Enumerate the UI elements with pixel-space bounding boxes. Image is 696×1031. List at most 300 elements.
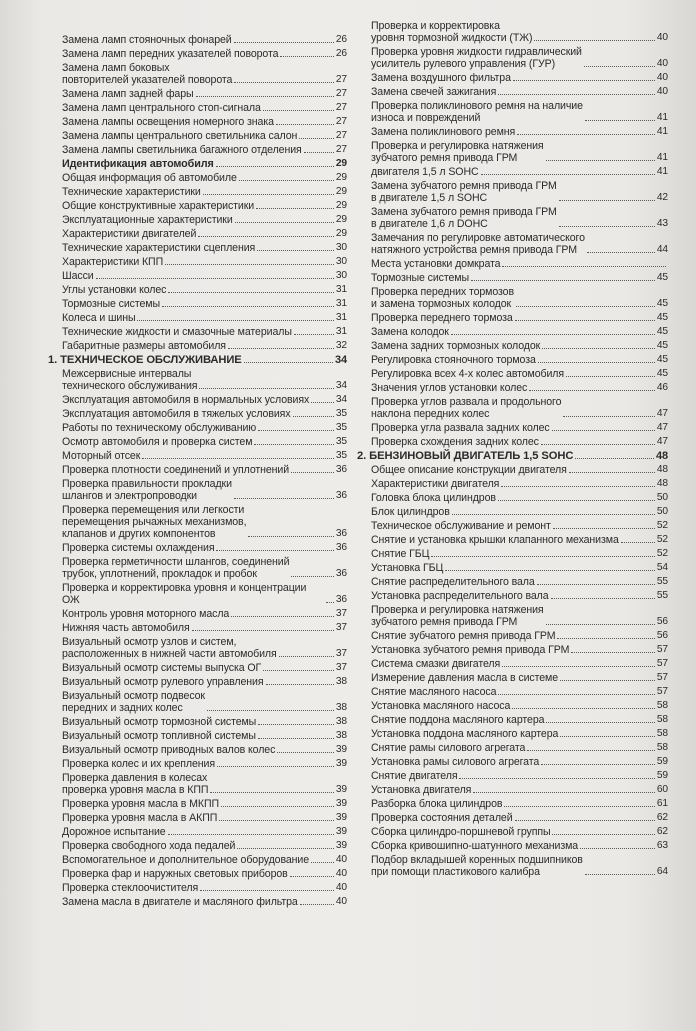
- toc-entry-title: [371, 100, 583, 124]
- toc-page-number: 34: [335, 380, 347, 391]
- toc-page-number: 37: [335, 648, 347, 659]
- toc-entry-title-line: Эксплуатация автомобиля в нормальных условиях: [62, 394, 310, 406]
- toc-section-heading: [48, 354, 347, 366]
- toc-entry: [62, 798, 347, 810]
- toc-entry-title: [62, 228, 196, 240]
- toc-dot-leader: [501, 485, 655, 487]
- toc-entry: [62, 312, 347, 324]
- toc-page-number: 47: [656, 422, 668, 433]
- toc-page-number: 36: [335, 528, 347, 539]
- toc-entry-title: [62, 826, 166, 838]
- toc-entry-title-line: Замена колодок: [371, 326, 449, 338]
- toc-dot-leader: [142, 457, 334, 459]
- toc-entry-title-line: Установка ГБЦ: [371, 562, 444, 574]
- toc-entry-title: [371, 644, 569, 656]
- toc-dot-leader: [291, 471, 334, 473]
- toc-entry: [371, 436, 668, 448]
- toc-entry-title: [371, 286, 514, 310]
- toc-column-left: [48, 34, 347, 910]
- toc-entry-title: [62, 716, 256, 728]
- toc-entry: [62, 758, 347, 770]
- toc-entry: [62, 690, 347, 714]
- toc-page-number: 39: [335, 840, 347, 851]
- toc-entry-title-line: Технические жидкости и смазочные материалы: [62, 326, 292, 338]
- toc-entry: [371, 492, 668, 504]
- toc-dot-leader: [575, 457, 654, 459]
- toc-entry-title: [371, 140, 544, 164]
- toc-page-number: 35: [335, 408, 347, 419]
- toc-entry: [371, 72, 668, 84]
- toc-entry-title: [62, 840, 235, 852]
- toc-entry-title-line: повторителей указателей поворота: [62, 74, 233, 86]
- toc-entry-title-line: Общие конструктивные характеристики: [62, 200, 255, 212]
- toc-page-number: 35: [335, 436, 347, 447]
- toc-dot-leader: [207, 709, 334, 711]
- toc-dot-leader: [210, 791, 333, 793]
- toc-dot-leader: [192, 629, 334, 631]
- toc-entry: [62, 854, 347, 866]
- toc-entry-title-line: усилитель рулевого управления (ГУР): [371, 58, 555, 70]
- toc-entry: [371, 534, 668, 546]
- toc-entry-title-line: Проверка угла развала задних колес: [371, 422, 550, 434]
- toc-entry-title: [371, 340, 540, 352]
- toc-entry-title: [62, 730, 256, 742]
- toc-entry-title: [62, 450, 140, 462]
- toc-entry: [371, 20, 668, 44]
- toc-dot-leader: [257, 249, 334, 251]
- toc-entry-title: [62, 368, 197, 392]
- toc-dot-leader: [498, 499, 655, 501]
- toc-page-number: 30: [335, 256, 347, 267]
- toc-dot-leader: [516, 305, 655, 307]
- toc-dot-leader: [263, 669, 334, 671]
- toc-entry-title-line: в двигателе 1,5 л SOHC: [371, 192, 488, 204]
- toc-page-number: 48: [656, 464, 668, 475]
- toc-entry-title-line: Снятие масляного насоса: [371, 686, 497, 698]
- toc-entry: [371, 700, 668, 712]
- toc-entry: [371, 826, 668, 838]
- toc-page-number: 26: [335, 48, 347, 59]
- toc-entry-title-line: Регулировка стояночного тормоза: [371, 354, 536, 366]
- toc-entry: [371, 590, 668, 602]
- toc-entry-title: [62, 102, 261, 114]
- toc-page-number: 36: [335, 542, 347, 553]
- toc-entry-title-line: Замечания по регулировке автоматического: [371, 232, 585, 244]
- toc-page-number: 40: [335, 882, 347, 893]
- toc-page-number: 48: [656, 478, 668, 489]
- toc-entry-title-line: 2. БЕНЗИНОВЫЙ ДВИГАТЕЛЬ 1,5 SOHC: [357, 450, 574, 462]
- toc-entry-title-line: Проверка и регулировка натяжения: [371, 140, 544, 152]
- toc-entry: [62, 88, 347, 100]
- toc-entry-title-line: проверка уровня масла в КПП: [62, 784, 209, 796]
- toc-entry-title-line: Установка рамы силового агрегата: [371, 756, 540, 768]
- toc-entry: [62, 716, 347, 728]
- toc-dot-leader: [513, 79, 655, 81]
- toc-page-number: 27: [335, 144, 347, 155]
- toc-page-number: 55: [656, 590, 668, 601]
- toc-page-number: 41: [656, 126, 668, 137]
- toc-entry: [62, 556, 347, 580]
- toc-entry: [62, 542, 347, 554]
- toc-dot-leader: [542, 347, 655, 349]
- toc-entry-title: [62, 48, 278, 60]
- toc-entry-title: [62, 312, 135, 324]
- toc-entry-title-line: Колеса и шины: [62, 312, 136, 324]
- toc-entry-title-line: Установка зубчатого ремня привода ГРМ: [371, 644, 570, 656]
- toc-entry-title-line: Проверка и корректировка: [371, 20, 500, 32]
- toc-entry-title-line: Разборка блока цилиндров: [371, 798, 503, 810]
- toc-dot-leader: [198, 235, 334, 237]
- toc-entry-title: [371, 798, 502, 810]
- toc-entry: [62, 242, 347, 254]
- toc-entry: [62, 48, 347, 60]
- toc-dot-leader: [515, 319, 655, 321]
- toc-entry-title: [371, 728, 558, 740]
- toc-dot-leader: [199, 387, 333, 389]
- toc-entry-title-line: Технические характеристики: [62, 186, 201, 198]
- toc-entry: [371, 478, 668, 490]
- toc-page-number: 45: [656, 340, 668, 351]
- toc-entry: [371, 770, 668, 782]
- toc-entry-title: [62, 242, 255, 254]
- toc-dot-leader: [559, 225, 655, 227]
- toc-entry-title: [371, 630, 555, 642]
- toc-entry-title-line: Проверка схождения задних колес: [371, 436, 539, 448]
- toc-page-number: 27: [335, 116, 347, 127]
- toc-entry: [62, 298, 347, 310]
- toc-dot-leader: [481, 173, 655, 175]
- toc-entry-title-line: клапанов и других компонентов: [62, 528, 216, 540]
- toc-dot-leader: [258, 737, 334, 739]
- toc-entry: [371, 714, 668, 726]
- toc-entry-title: [62, 798, 219, 810]
- toc-entry-title: [371, 784, 471, 796]
- toc-entry: [62, 812, 347, 824]
- toc-page-number: 63: [656, 840, 668, 851]
- toc-entry: [62, 730, 347, 742]
- toc-page-number: 57: [656, 644, 668, 655]
- toc-entry: [371, 784, 668, 796]
- toc-entry-title-line: перемещения рычажных механизмов,: [62, 516, 247, 528]
- toc-entry: [371, 340, 668, 352]
- toc-entry-title: [62, 436, 252, 448]
- toc-entry: [371, 464, 668, 476]
- toc-page-number: 55: [656, 576, 668, 587]
- toc-page-number: 58: [656, 728, 668, 739]
- toc-entry: [62, 116, 347, 128]
- toc-page-number: 39: [335, 798, 347, 809]
- toc-entry: [371, 562, 668, 574]
- toc-dot-leader: [137, 319, 333, 321]
- toc-dot-leader: [451, 333, 655, 335]
- toc-entry: [62, 464, 347, 476]
- toc-dot-leader: [585, 873, 655, 875]
- toc-entry: [371, 604, 668, 628]
- toc-entry-title-line: передних и задних колес: [62, 702, 183, 714]
- toc-dot-leader: [234, 41, 334, 43]
- toc-entry-title: [371, 464, 567, 476]
- toc-entry-title: [62, 172, 237, 184]
- toc-entry-title-line: Моторный отсек: [62, 450, 141, 462]
- toc-page-number: 29: [335, 186, 347, 197]
- toc-dot-leader: [512, 707, 655, 709]
- toc-page-number: 45: [656, 368, 668, 379]
- toc-entry-title: [371, 20, 532, 44]
- toc-entry-title: [371, 326, 449, 338]
- toc-page-number: 56: [656, 630, 668, 641]
- toc-entry-title: [62, 158, 214, 170]
- toc-entry-title-line: Измерение давления масла в системе: [371, 672, 558, 684]
- toc-entry: [371, 232, 668, 256]
- toc-entry-title: [62, 298, 160, 310]
- toc-dot-leader: [560, 679, 655, 681]
- toc-page-number: 40: [656, 58, 668, 69]
- toc-entry: [62, 340, 347, 352]
- toc-entry: [371, 644, 668, 656]
- toc-entry-title: [371, 604, 544, 628]
- toc-entry-title-line: Снятие распределительного вала: [371, 576, 535, 588]
- toc-dot-leader: [538, 361, 655, 363]
- toc-dot-leader: [584, 65, 655, 67]
- toc-entry: [371, 258, 668, 270]
- toc-page-number: 39: [335, 744, 347, 755]
- toc-entry-title-line: Проверка и корректировка уровня и концентрации ОЖ: [62, 582, 307, 606]
- toc-entry-title: [62, 394, 309, 406]
- toc-entry-title: [62, 690, 205, 714]
- toc-entry-title: [62, 636, 277, 660]
- toc-entry-title: [371, 826, 550, 838]
- toc-dot-leader: [452, 513, 655, 515]
- toc-entry: [62, 214, 347, 226]
- toc-entry: [62, 662, 347, 674]
- toc-page-number: 38: [335, 730, 347, 741]
- toc-page-number: 50: [656, 506, 668, 517]
- toc-entry: [371, 368, 668, 380]
- toc-entry: [371, 576, 668, 588]
- toc-entry: [62, 34, 347, 46]
- toc-entry-title: [371, 86, 496, 98]
- toc-dot-leader: [587, 251, 655, 253]
- toc-page-number: 40: [335, 868, 347, 879]
- toc-entry-title-line: Эксплуатация автомобиля в тяжелых условиях: [62, 408, 291, 420]
- toc-dot-leader: [571, 651, 655, 653]
- toc-entry: [62, 608, 347, 620]
- toc-dot-leader: [326, 601, 334, 603]
- toc-entry-title-line: Замена лампы светильника багажного отделения: [62, 144, 302, 156]
- toc-entry-title-line: Проверка герметичности шлангов, соединений: [62, 556, 290, 568]
- toc-entry-title-line: Снятие и установка крышки клапанного механизма: [371, 534, 619, 546]
- toc-entry: [371, 548, 668, 560]
- toc-page-number: 35: [335, 422, 347, 433]
- toc-entry-title-line: Визуальный осмотр рулевого управления: [62, 676, 264, 688]
- toc-entry-title: [62, 34, 232, 46]
- toc-entry-title-line: технического обслуживания: [62, 380, 198, 392]
- toc-entry-title-line: Вспомогательное и дополнительное оборудование: [62, 854, 310, 866]
- toc-entry-title: [62, 88, 194, 100]
- toc-entry-title-line: Визуальный осмотр системы выпуска ОГ: [62, 662, 262, 674]
- toc-page-number: 47: [656, 436, 668, 447]
- toc-entry: [371, 672, 668, 684]
- toc-dot-leader: [566, 375, 655, 377]
- toc-entry-title: [371, 756, 539, 768]
- toc-dot-leader: [551, 597, 655, 599]
- toc-dot-leader: [585, 119, 655, 121]
- toc-entry: [62, 256, 347, 268]
- toc-entry-title-line: Визуальный осмотр тормозной системы: [62, 716, 257, 728]
- toc-entry: [371, 520, 668, 532]
- toc-page-number: 58: [656, 742, 668, 753]
- toc-entry-title-line: Углы установки колес: [62, 284, 167, 296]
- toc-entry-title-line: Сборка цилиндро-поршневой группы: [371, 826, 551, 838]
- toc-dot-leader: [557, 637, 654, 639]
- toc-dot-leader: [168, 291, 333, 293]
- toc-dot-leader: [216, 165, 334, 167]
- toc-entry-title: [62, 144, 302, 156]
- toc-entry-title-line: Характеристики КПП: [62, 256, 164, 268]
- toc-page-number: 38: [335, 702, 347, 713]
- toc-dot-leader: [237, 847, 334, 849]
- toc-page-number: 40: [335, 896, 347, 907]
- toc-page-number: 62: [656, 812, 668, 823]
- toc-entry-title-line: износа и повреждений: [371, 112, 481, 124]
- toc-page-number: 56: [656, 616, 668, 627]
- toc-entry-title: [62, 608, 229, 620]
- toc-entry-title: [48, 354, 242, 366]
- toc-entry-title: [62, 758, 215, 770]
- toc-entry-title: [62, 882, 198, 894]
- toc-entry-title-line: Проверка плотности соединений и уплотнений: [62, 464, 290, 476]
- toc-entry-title: [371, 812, 513, 824]
- toc-entry-title-line: Проверка уровня жидкости гидравлический: [371, 46, 582, 58]
- toc-entry-title-line: Замена ламп задней фары: [62, 88, 194, 100]
- toc-entry-title-line: Замена ламп стояночных фонарей: [62, 34, 232, 46]
- toc-page-number: 64: [656, 866, 668, 877]
- toc-entry-title-line: Замена ламп боковых: [62, 62, 170, 74]
- toc-dot-leader: [258, 429, 334, 431]
- toc-entry: [371, 422, 668, 434]
- toc-entry-title-line: Межсервисные интервалы: [62, 368, 192, 380]
- toc-dot-leader: [504, 805, 654, 807]
- toc-page-number: 40: [656, 86, 668, 97]
- toc-page-number: 40: [656, 32, 668, 43]
- toc-page-number: 57: [656, 686, 668, 697]
- toc-page-number: 34: [335, 394, 347, 405]
- toc-page-number: 29: [335, 228, 347, 239]
- toc-entry: [371, 100, 668, 124]
- toc-page-number: 48: [655, 450, 668, 462]
- toc-entry: [62, 422, 347, 434]
- toc-entry: [62, 436, 347, 448]
- toc-entry-title: [371, 232, 585, 256]
- toc-entry-title-line: Блок цилиндров: [371, 506, 450, 518]
- toc-entry-title: [62, 478, 232, 502]
- toc-page-number: 29: [335, 200, 347, 211]
- toc-page-number: 57: [656, 658, 668, 669]
- toc-dot-leader: [266, 683, 334, 685]
- toc-entry: [62, 636, 347, 660]
- toc-entry-title: [62, 340, 226, 352]
- toc-entry-title-line: Проверка поликлинового ремня на наличие: [371, 100, 583, 112]
- toc-entry-title: [62, 812, 217, 824]
- toc-entry-title: [62, 896, 298, 908]
- toc-entry-title-line: Замена поликлинового ремня: [371, 126, 516, 138]
- toc-page-number: 31: [335, 312, 347, 323]
- toc-page-number: 41: [656, 152, 668, 163]
- toc-entry: [62, 130, 347, 142]
- toc-dot-leader: [498, 93, 655, 95]
- toc-dot-leader: [217, 765, 334, 767]
- toc-dot-leader: [527, 749, 655, 751]
- toc-dot-leader: [498, 693, 654, 695]
- toc-dot-leader: [219, 819, 334, 821]
- toc-page-number: 58: [656, 700, 668, 711]
- toc-entry-title-line: Тормозные системы: [371, 272, 469, 284]
- toc-entry-title: [62, 326, 292, 338]
- toc-entry-title-line: Технические характеристики сцепления: [62, 242, 256, 254]
- toc-entry-title-line: Проверка правильности прокладки: [62, 478, 232, 490]
- toc-entry: [62, 394, 347, 406]
- toc-dot-leader: [200, 889, 334, 891]
- toc-page-number: 26: [335, 34, 347, 45]
- toc-entry: [62, 896, 347, 908]
- toc-entry-title-line: Проверка уровня масла в АКПП: [62, 812, 218, 824]
- toc-entry-title-line: Замена ламп центрального стоп-сигнала: [62, 102, 261, 114]
- toc-dot-leader: [546, 159, 655, 161]
- toc-dot-leader: [196, 95, 334, 97]
- toc-dot-leader: [254, 443, 333, 445]
- toc-entry-title-line: зубчатого ремня привода ГРМ: [371, 616, 518, 628]
- toc-entry-title: [371, 272, 469, 284]
- toc-page-number: 27: [335, 130, 347, 141]
- toc-dot-leader: [294, 333, 334, 335]
- toc-entry: [62, 144, 347, 156]
- toc-entry-title-line: Установка двигателя: [371, 784, 472, 796]
- toc-entry-title-line: двигателя 1,5 л SOHC: [371, 166, 479, 178]
- toc-page-number: 52: [656, 548, 668, 559]
- toc-entry-title: [62, 422, 256, 434]
- toc-page-number: 27: [335, 74, 347, 85]
- toc-entry: [371, 506, 668, 518]
- toc-dot-leader: [534, 39, 654, 41]
- toc-entry-title: [62, 130, 297, 142]
- toc-entry-title: [371, 368, 564, 380]
- toc-page-number: 62: [656, 826, 668, 837]
- toc-entry-title-line: Установка масляного насоса: [371, 700, 511, 712]
- toc-entry-title: [371, 562, 443, 574]
- toc-dot-leader: [580, 847, 655, 849]
- toc-entry-title: [371, 72, 511, 84]
- toc-entry: [62, 172, 347, 184]
- toc-entry: [62, 102, 347, 114]
- toc-dot-leader: [299, 137, 334, 139]
- toc-entry: [62, 450, 347, 462]
- toc-dot-leader: [231, 615, 334, 617]
- toc-dot-leader: [541, 443, 655, 445]
- toc-entry-title: [62, 62, 232, 86]
- toc-dot-leader: [552, 429, 655, 431]
- toc-page-number: 32: [335, 340, 347, 351]
- toc-entry-title-line: Установка распределительного вала: [371, 590, 549, 602]
- toc-entry-title-line: Замена свечей зажигания: [371, 86, 497, 98]
- toc-entry-title-line: наклона передних колес: [371, 408, 490, 420]
- toc-entry-title-line: трубок, уплотнений, прокладок и пробок: [62, 568, 257, 580]
- toc-entry-title: [371, 258, 500, 270]
- toc-dot-leader: [291, 575, 333, 577]
- toc-page-number: 29: [335, 158, 347, 169]
- toc-page-number: 36: [335, 464, 347, 475]
- toc-dot-leader: [502, 665, 655, 667]
- toc-dot-leader: [290, 875, 334, 877]
